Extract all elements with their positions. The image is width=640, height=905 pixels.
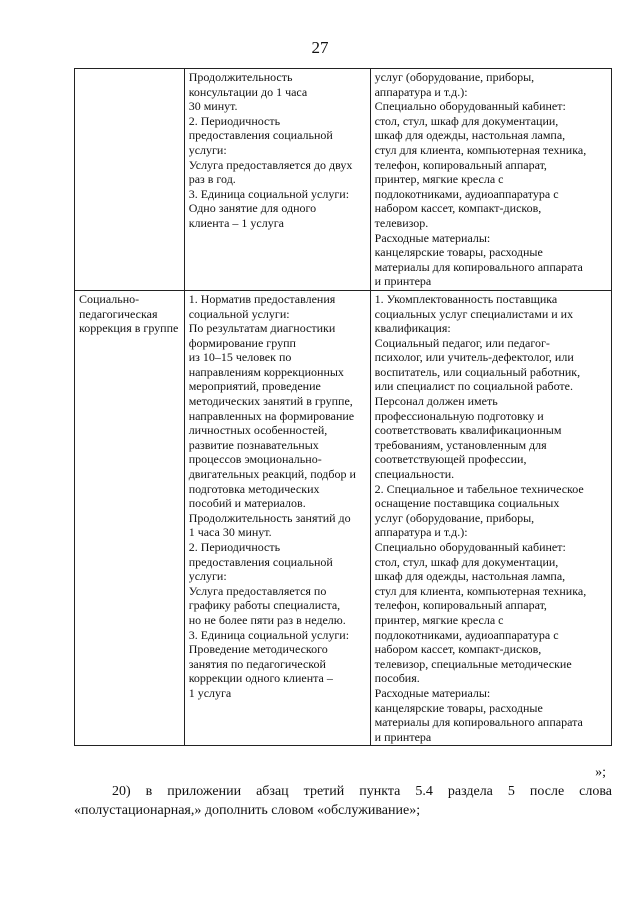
cell-text-line: направлениям коррекционных bbox=[188, 364, 344, 379]
cell-text-line: Услуга предоставляется до двух bbox=[188, 157, 353, 172]
cell-text-line: 3. Единица социальной услуги: bbox=[188, 627, 350, 642]
cell-text-line: 3. Единица социальной услуги: bbox=[188, 186, 350, 201]
cell-text-line: услуг (оборудование, приборы, bbox=[374, 510, 535, 525]
row1-service-name-cell bbox=[75, 69, 185, 291]
cell-text-line: 1. Укомплектованность поставщика bbox=[374, 291, 558, 306]
cell-text-line: подлокотниками, аудиоаппаратура с bbox=[374, 627, 559, 642]
cell-text-line: Услуга предоставляется по bbox=[188, 583, 327, 598]
paragraph-line: «полустационарная,» дополнить словом «обслуживание»; bbox=[74, 803, 421, 818]
cell-text-line: Продолжительность bbox=[188, 70, 293, 84]
cell-text-line: Социально- bbox=[79, 291, 140, 306]
cell-text-line: или специалист по социальной работе. bbox=[374, 379, 573, 394]
cell-text-line: но не более пяти раз в неделю. bbox=[188, 612, 346, 627]
cell-text-line: Проведение методического bbox=[188, 642, 328, 657]
cell-text-line: По результатам диагностики bbox=[188, 321, 336, 336]
cell-text-line: Специально оборудованный кабинет: bbox=[374, 540, 566, 554]
cell-text-line: 30 минут. bbox=[188, 99, 238, 114]
amendment-paragraph bbox=[74, 782, 612, 820]
cell-text-line: принтер, мягкие кресла с bbox=[374, 612, 504, 627]
cell-text-line: консультации до 1 часа bbox=[188, 84, 308, 99]
cell-text-line: стол, стул, шкаф для документации, bbox=[374, 554, 559, 569]
cell-text-line: телевизор, специальные методические bbox=[374, 656, 572, 671]
services-table bbox=[74, 68, 612, 746]
row1-standard-cell bbox=[184, 69, 370, 291]
cell-text-line: специальности. bbox=[374, 467, 455, 482]
table-row bbox=[75, 290, 612, 745]
cell-text-line: Продолжительность занятий до bbox=[188, 510, 351, 525]
table-row bbox=[75, 69, 612, 291]
paragraph-line: 20) в приложении абзац третий пункта 5.4 раздела 5 после слова bbox=[112, 784, 612, 799]
cell-text-line: процессов эмоционально- bbox=[188, 452, 322, 467]
closing-quote: »; bbox=[595, 765, 606, 780]
cell-text-line: социальной услуги: bbox=[188, 306, 290, 321]
cell-text-line: шкаф для одежды, настольная лампа, bbox=[374, 569, 566, 584]
cell-text-line: стул для клиента, компьютерная техника, bbox=[374, 142, 587, 157]
cell-text-line: соответствующей профессии, bbox=[374, 452, 527, 467]
cell-text-line: личностных особенностей, bbox=[188, 423, 328, 438]
cell-text-line: набором кассет, компакт-дисков, bbox=[374, 642, 542, 657]
cell-text-line: подлокотниками, аудиоаппаратура с bbox=[374, 186, 559, 201]
cell-text-line: услуги: bbox=[188, 142, 227, 157]
cell-text-line: психолог, или учитель-дефектолог, или bbox=[374, 350, 574, 365]
page-number: 27 bbox=[311, 38, 329, 57]
cell-text-line: 1. Норматив предоставления bbox=[188, 291, 336, 306]
cell-text-line: стол, стул, шкаф для документации, bbox=[374, 113, 559, 128]
cell-text-line: профессиональную подготовку и bbox=[374, 408, 544, 423]
cell-text-line: требованиям, установленным для bbox=[374, 437, 547, 452]
cell-text-line: методических занятий в группе, bbox=[188, 394, 353, 409]
cell-text-line: и принтера bbox=[374, 274, 432, 289]
cell-text-line: соответствовать квалификационным bbox=[374, 423, 562, 438]
cell-text-line: Расходные материалы: bbox=[374, 685, 491, 700]
cell-text-line: телефон, копировальный аппарат, bbox=[374, 157, 547, 172]
row1-conditions-cell bbox=[370, 69, 611, 291]
cell-text-line: 1 услуга bbox=[188, 685, 232, 700]
cell-text-line: телевизор. bbox=[374, 215, 429, 230]
cell-text-line: аппаратура и т.д.): bbox=[374, 525, 468, 540]
cell-text-line: Специально оборудованный кабинет: bbox=[374, 99, 566, 114]
cell-text-line: материалы для копировального аппарата bbox=[374, 715, 583, 730]
row2-standard-cell bbox=[184, 290, 370, 745]
cell-text-line: канцелярские товары, расходные bbox=[374, 245, 543, 260]
cell-text-line: педагогическая bbox=[79, 306, 158, 321]
cell-text-line: и принтера bbox=[374, 729, 432, 744]
cell-text-line: воспитатель, или социальный работник, bbox=[374, 364, 581, 379]
cell-text-line: коррекции одного клиента – bbox=[188, 671, 333, 686]
cell-text-line: графику работы специалиста, bbox=[188, 598, 341, 613]
cell-text-line: канцелярские товары, расходные bbox=[374, 700, 543, 715]
row2-service-name-cell bbox=[75, 290, 185, 745]
cell-text-line: пособия. bbox=[374, 671, 420, 686]
cell-text-line: предоставления социальной bbox=[188, 554, 333, 569]
cell-text-line: 2. Специальное и табельное техническое bbox=[374, 481, 584, 496]
cell-text-line: телефон, копировальный аппарат, bbox=[374, 598, 547, 613]
cell-text-line: направленных на формирование bbox=[188, 408, 355, 423]
cell-text-line: Одно занятие для одного bbox=[188, 201, 317, 216]
cell-text-line: формирование групп bbox=[188, 335, 296, 350]
cell-text-line: услуг (оборудование, приборы, bbox=[374, 70, 535, 84]
cell-text-line: шкаф для одежды, настольная лампа, bbox=[374, 128, 566, 143]
row2-conditions-cell bbox=[370, 290, 611, 745]
cell-text-line: Персонал должен иметь bbox=[374, 394, 498, 409]
cell-text-line: 1 часа 30 минут. bbox=[188, 525, 272, 540]
cell-text-line: предоставления социальной bbox=[188, 128, 333, 143]
cell-text-line: раз в год. bbox=[188, 172, 236, 187]
cell-text-line: подготовка методических bbox=[188, 481, 320, 496]
cell-text-line: занятия по педагогической bbox=[188, 656, 326, 671]
cell-text-line: клиента – 1 услуга bbox=[188, 215, 284, 230]
cell-text-line: Социальный педагог, или педагог- bbox=[374, 335, 550, 350]
cell-text-line: мероприятий, проведение bbox=[188, 379, 321, 394]
cell-text-line: из 10–15 человек по bbox=[188, 350, 292, 365]
cell-text-line: 2. Периодичность bbox=[188, 540, 281, 554]
cell-text-line: услуги: bbox=[188, 569, 227, 584]
cell-text-line: коррекция в группе bbox=[79, 321, 179, 336]
cell-text-line: материалы для копировального аппарата bbox=[374, 259, 583, 274]
cell-text-line: Расходные материалы: bbox=[374, 230, 491, 245]
cell-text-line: развитие познавательных bbox=[188, 437, 319, 452]
cell-text-line: квалификация: bbox=[374, 321, 451, 336]
cell-text-line: пособий и материалов. bbox=[188, 496, 306, 511]
cell-text-line: 2. Периодичность bbox=[188, 113, 281, 128]
cell-text-line: аппаратура и т.д.): bbox=[374, 84, 468, 99]
cell-text-line: социальных услуг специалистами и их bbox=[374, 306, 574, 321]
cell-text-line: стул для клиента, компьютерная техника, bbox=[374, 583, 587, 598]
cell-text-line: набором кассет, компакт-дисков, bbox=[374, 201, 542, 216]
cell-text-line: принтер, мягкие кресла с bbox=[374, 172, 504, 187]
cell-text-line: двигательных реакций, подбор и bbox=[188, 467, 356, 482]
cell-text-line: оснащение поставщика социальных bbox=[374, 496, 560, 511]
